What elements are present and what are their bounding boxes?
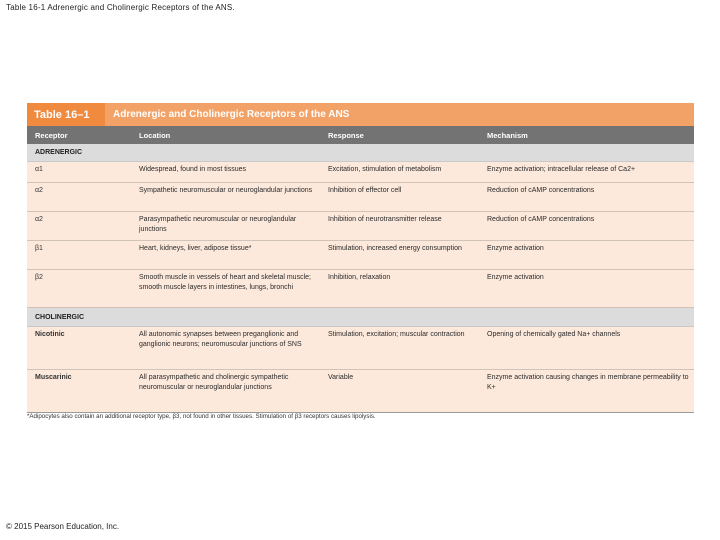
table-row: [27, 183, 694, 212]
mechanism-cell: Enzyme activation causing changes in membrane permeability to K+: [487, 374, 689, 391]
mechanism-cell: Enzyme activation; intracellular release of Ca2+: [487, 166, 636, 173]
receptor-table: [27, 103, 694, 413]
receptor-cell: β1: [35, 245, 43, 252]
response-cell: Inhibition, relaxation: [328, 274, 391, 281]
column-header-location: Location: [139, 130, 171, 140]
column-header-mechanism: Mechanism: [487, 130, 528, 140]
receptor-cell: α1: [35, 166, 43, 173]
table-row: [27, 162, 694, 183]
table-row: [27, 270, 694, 308]
column-header-receptor: Receptor: [35, 130, 68, 140]
copyright-notice: © 2015 Pearson Education, Inc.: [6, 522, 120, 531]
section-adrenergic: ADRENERGIC: [27, 144, 694, 162]
location-cell: Smooth muscle in vessels of heart and skeletal muscle; smooth muscle layers in intestines, lungs, bronchi: [139, 274, 311, 291]
location-cell: Heart, kidneys, liver, adipose tissue*: [139, 245, 252, 252]
receptor-cell: α2: [35, 216, 43, 223]
mechanism-cell: Reduction of cAMP concentrations: [487, 216, 595, 223]
location-cell: Sympathetic neuromuscular or neuroglandular junctions: [139, 187, 313, 194]
table-header-bar: [27, 103, 694, 126]
mechanism-cell: Enzyme activation: [487, 274, 544, 281]
receptor-cell: β2: [35, 274, 43, 281]
table-row: [27, 212, 694, 241]
response-cell: Inhibition of neurotransmitter release: [328, 216, 442, 223]
table-title: Adrenergic and Cholinergic Receptors of the ANS: [113, 109, 350, 120]
response-cell: Inhibition of effector cell: [328, 187, 402, 194]
column-header-response: Response: [328, 130, 364, 140]
response-cell: Stimulation, increased energy consumption: [328, 245, 462, 252]
mechanism-cell: Enzyme activation: [487, 245, 544, 252]
column-header-row: [27, 126, 694, 144]
table-row: [27, 241, 694, 270]
receptor-cell: α2: [35, 187, 43, 194]
receptor-cell: Muscarinic: [35, 374, 72, 381]
response-cell: Excitation, stimulation of metabolism: [328, 166, 442, 173]
table-row: [27, 370, 694, 412]
mechanism-cell: Reduction of cAMP concentrations: [487, 187, 595, 194]
response-cell: Stimulation, excitation; muscular contraction: [328, 331, 465, 338]
section-cholinergic: CHOLINERGIC: [27, 308, 694, 327]
location-cell: Parasympathetic neuromuscular or neuroglandular junctions: [139, 216, 297, 233]
mechanism-cell: Opening of chemically gated Na+ channels: [487, 331, 621, 338]
location-cell: All autonomic synapses between preganglionic and ganglionic neurons; neuromuscular junctions of SNS: [139, 331, 302, 348]
response-cell: Variable: [328, 374, 354, 381]
table-row: [27, 327, 694, 370]
location-cell: Widespread, found in most tissues: [139, 166, 246, 173]
location-cell: All parasympathetic and cholinergic sympathetic neuromuscular or neuroglandular junctions: [139, 374, 289, 391]
slide-title: Table 16-1 Adrenergic and Cholinergic Receptors of the ANS.: [6, 3, 235, 12]
receptor-cell: Nicotinic: [35, 331, 65, 338]
table-number: Table 16–1: [27, 103, 105, 126]
table-footnote: *Adipocytes also contain an additional receptor type, β3, not found in other tissues. Stimulation of β3 receptors causes lipolysis.: [27, 413, 376, 420]
